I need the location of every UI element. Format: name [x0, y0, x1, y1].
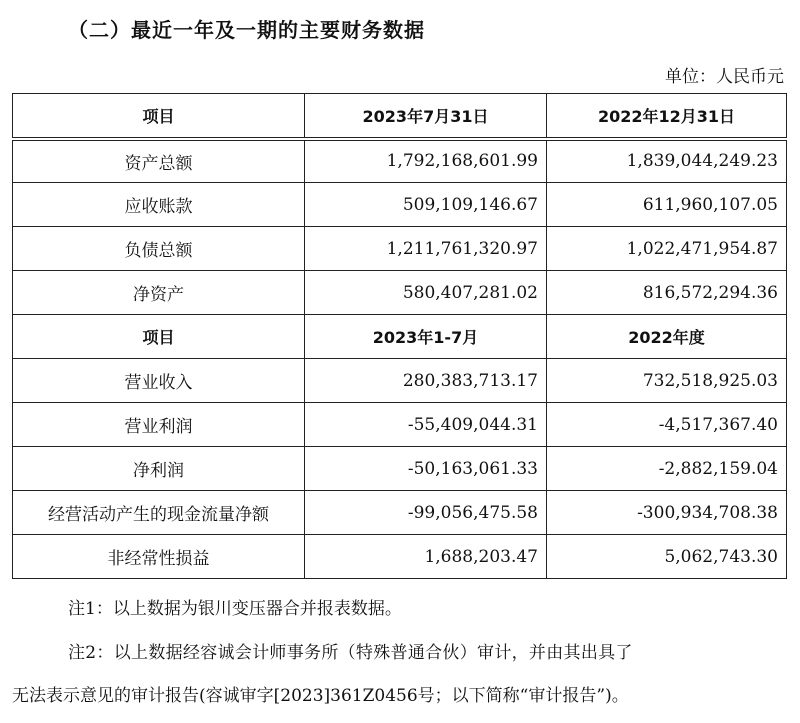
- row-label: 净资产: [13, 271, 305, 315]
- financial-data-table: [12, 93, 787, 579]
- table-row: [13, 139, 787, 183]
- column-header-2022-12-31: 2022年12月31日: [547, 94, 787, 139]
- row-label: 非经常性损益: [13, 535, 305, 579]
- note-2-line-2: 无法表示意见的审计报告(容诚审字[2023]361Z0456号；以下简称“审计报告”)。: [12, 686, 629, 706]
- value-2022: -4,517,367.40: [547, 403, 787, 447]
- value-2022: -2,882,159.04: [547, 447, 787, 491]
- row-label: 应收账款: [13, 183, 305, 227]
- table-row: [13, 227, 787, 271]
- value-2022: -300,934,708.38: [547, 491, 787, 535]
- value-2023: 1,688,203.47: [305, 535, 547, 579]
- value-2023: 1,211,761,320.97: [305, 227, 547, 271]
- value-2023: -55,409,044.31: [305, 403, 547, 447]
- table-row: [13, 271, 787, 315]
- unit-label: 单位：人民币元: [665, 67, 784, 87]
- row-label: 资产总额: [13, 139, 305, 183]
- column-header-item: 项目: [13, 315, 305, 359]
- column-header-2023-jan-jul: 2023年1-7月: [305, 315, 547, 359]
- column-header-2022-year: 2022年度: [547, 315, 787, 359]
- table-row: [13, 359, 787, 403]
- value-2023: -50,163,061.33: [305, 447, 547, 491]
- value-2023: 580,407,281.02: [305, 271, 547, 315]
- row-label: 营业利润: [13, 403, 305, 447]
- table-subheader-row: [13, 315, 787, 359]
- column-header-item: 项目: [13, 94, 305, 139]
- value-2022: 611,960,107.05: [547, 183, 787, 227]
- note-1: 注1：以上数据为银川变压器合并报表数据。: [68, 599, 402, 619]
- note-2-line-1: 注2：以上数据经容诚会计师事务所（特殊普通合伙）审计，并由其出具了: [68, 643, 633, 663]
- table-row: [13, 447, 787, 491]
- value-2022: 732,518,925.03: [547, 359, 787, 403]
- value-2022: 5,062,743.30: [547, 535, 787, 579]
- value-2023: -99,056,475.58: [305, 491, 547, 535]
- value-2023: 509,109,146.67: [305, 183, 547, 227]
- row-label: 经营活动产生的现金流量净额: [13, 491, 305, 535]
- table-row: [13, 183, 787, 227]
- row-label: 负债总额: [13, 227, 305, 271]
- table-row: [13, 403, 787, 447]
- table-header-row: [13, 94, 787, 139]
- section-title: （二）最近一年及一期的主要财务数据: [68, 18, 425, 42]
- value-2023: 280,383,713.17: [305, 359, 547, 403]
- row-label: 营业收入: [13, 359, 305, 403]
- value-2022: 1,022,471,954.87: [547, 227, 787, 271]
- value-2022: 1,839,044,249.23: [547, 139, 787, 183]
- value-2022: 816,572,294.36: [547, 271, 787, 315]
- column-header-2023-07-31: 2023年7月31日: [305, 94, 547, 139]
- table-row: [13, 535, 787, 579]
- row-label: 净利润: [13, 447, 305, 491]
- value-2023: 1,792,168,601.99: [305, 139, 547, 183]
- table-row: [13, 491, 787, 535]
